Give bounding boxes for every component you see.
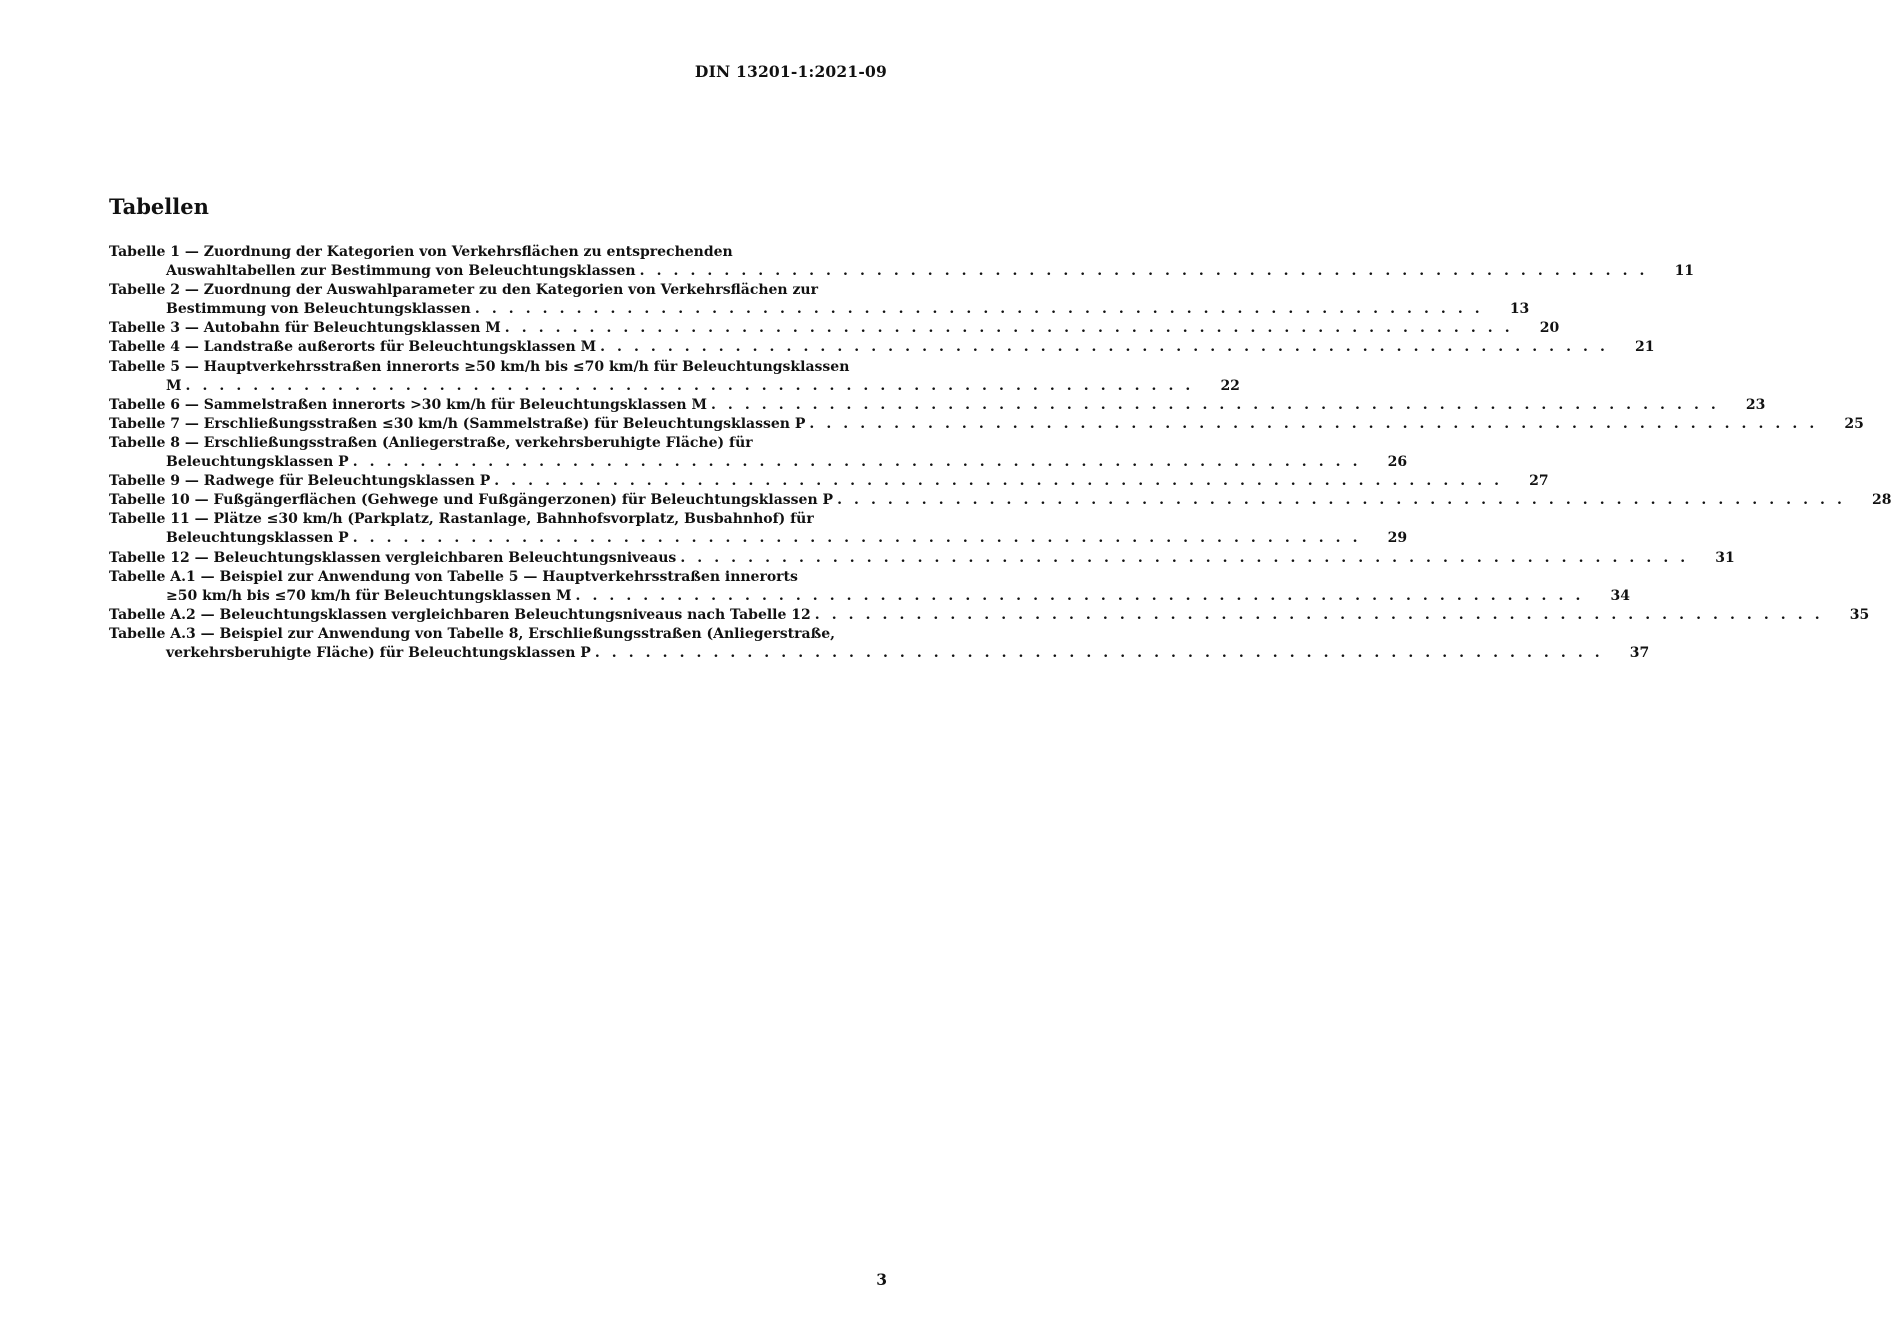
toc-entry-title: Beleuchtungsklassen P bbox=[166, 454, 349, 471]
toc-entry-title: ≥50 km/h bis ≤70 km/h für Beleuchtungsklassen M bbox=[166, 587, 572, 604]
dot-leader: . . . . . . . . . . . . . . . . . . . . . . . . . . . . . . . . . . . . . . . . . . . . . . . . . . . . . . . . . . . . bbox=[575, 587, 1584, 604]
toc-entry-title: Tabelle 3 — Autobahn für Beleuchtungsklassen M bbox=[109, 320, 501, 337]
toc-entry-title: Tabelle 7 — Erschließungsstraßen ≤30 km/h (Sammelstraße) für Beleuchtungsklassen P bbox=[109, 415, 806, 432]
toc-entry[interactable] bbox=[109, 319, 1560, 338]
dot-leader: . . . . . . . . . . . . . . . . . . . . . . . . . . . . . . . . . . . . . . . . . . . . . . . . . . . . . . . . . . . . bbox=[185, 377, 1194, 394]
toc-entry[interactable] bbox=[109, 338, 1655, 357]
dot-leader: . . . . . . . . . . . . . . . . . . . . . . . . . . . . . . . . . . . . . . . . . . . . . . . . . . . . . . . . . . . . bbox=[710, 396, 1720, 413]
toc-page-number: 31 bbox=[1715, 549, 1735, 566]
dot-leader: . . . . . . . . . . . . . . . . . . . . . . . . . . . . . . . . . . . . . . . . . . . . . . . . . . . . . . . . . . . . bbox=[352, 454, 1362, 471]
dot-leader: . . . . . . . . . . . . . . . . . . . . . . . . . . . . . . . . . . . . . . . . . . . . . . . . . . . . . . . . . . . . bbox=[504, 320, 1514, 337]
table-of-tables bbox=[109, 243, 1891, 663]
toc-entry[interactable] bbox=[109, 625, 1650, 663]
toc-page-number: 29 bbox=[1387, 530, 1408, 547]
toc-entry-title: Beleuchtungsklassen P bbox=[166, 530, 349, 547]
dot-leader: . . . . . . . . . . . . . . . . . . . . . . . . . . . . . . . . . . . . . . . . . . . . . . . . . . . . . . . . . . . . bbox=[837, 492, 1846, 509]
toc-entry-title: Auswahltabellen zur Bestimmung von Beleuchtungsklassen bbox=[166, 263, 636, 280]
toc-entry-title: Tabelle 4 — Landstraße außerorts für Beleuchtungsklassen M bbox=[109, 339, 597, 356]
toc-page-number: 23 bbox=[1745, 396, 1766, 413]
toc-entry-title: Tabelle 9 — Radwege für Beleuchtungsklassen P bbox=[109, 473, 491, 490]
dot-leader: . . . . . . . . . . . . . . . . . . . . . . . . . . . . . . . . . . . . . . . . . . . . . . . . . . . . . . . . . . . . bbox=[639, 263, 1649, 280]
toc-entry[interactable] bbox=[109, 549, 1735, 568]
toc-page-number: 26 bbox=[1387, 454, 1408, 471]
section-heading: Tabellen bbox=[109, 194, 209, 219]
toc-page-number: 20 bbox=[1539, 320, 1560, 337]
toc-entry-title: Tabelle 8 — Erschließungsstraßen (Anliegerstraße, verkehrsberuhigte Fläche) für bbox=[109, 434, 753, 451]
toc-page-number: 21 bbox=[1635, 339, 1655, 356]
toc-page-number: 37 bbox=[1629, 644, 1650, 661]
toc-entry-title: Tabelle 10 — Fußgängerflächen (Gehwege und Fußgängerzonen) für Beleuchtungsklassen P bbox=[109, 492, 834, 509]
toc-entry-title: verkehrsberuhigte Fläche) für Beleuchtungsklassen P bbox=[166, 644, 591, 661]
toc-page-number: 11 bbox=[1674, 263, 1695, 280]
dot-leader: . . . . . . . . . . . . . . . . . . . . . . . . . . . . . . . . . . . . . . . . . . . . . . . . . . . . . . . . . . . . bbox=[809, 415, 1818, 432]
dot-leader: . . . . . . . . . . . . . . . . . . . . . . . . . . . . . . . . . . . . . . . . . . . . . . . . . . . . . . . . . . . . bbox=[594, 644, 1604, 661]
dot-leader: . . . . . . . . . . . . . . . . . . . . . . . . . . . . . . . . . . . . . . . . . . . . . . . . . . . . . . . . . . . . bbox=[474, 301, 1484, 318]
toc-page-number: 28 bbox=[1872, 492, 1891, 509]
toc-entry[interactable] bbox=[109, 472, 1549, 491]
toc-entry-title: Tabelle A.1 — Beispiel zur Anwendung von Tabelle 5 — Hauptverkehrsstraßen innerorts bbox=[109, 568, 798, 585]
toc-page-number: 34 bbox=[1610, 587, 1630, 604]
toc-entry[interactable] bbox=[109, 606, 1870, 625]
toc-entry-title: Tabelle 1 — Zuordnung der Kategorien von Verkehrsflächen zu entsprechenden bbox=[109, 244, 733, 260]
toc-entry-title: Tabelle 11 — Plätze ≤30 km/h (Parkplatz, Rastanlage, Bahnhofsvorplatz, Busbahnhof) für bbox=[109, 511, 814, 528]
toc-entry[interactable] bbox=[109, 434, 1408, 472]
toc-page-number: 25 bbox=[1844, 415, 1864, 432]
dot-leader: . . . . . . . . . . . . . . . . . . . . . . . . . . . . . . . . . . . . . . . . . . . . . . . . . . . . . . . . . . . . bbox=[494, 473, 1503, 490]
toc-entry[interactable] bbox=[109, 415, 1864, 434]
toc-entry[interactable] bbox=[109, 568, 1630, 606]
toc-page-number: 22 bbox=[1220, 377, 1240, 394]
toc-entry-title: Tabelle 6 — Sammelstraßen innerorts >30 km/h für Beleuchtungsklassen M bbox=[109, 396, 707, 413]
toc-entry[interactable] bbox=[109, 396, 1766, 415]
dot-leader: . . . . . . . . . . . . . . . . . . . . . . . . . . . . . . . . . . . . . . . . . . . . . . . . . . . . . . . . . . . . bbox=[814, 606, 1824, 623]
toc-entry[interactable] bbox=[109, 281, 1530, 319]
toc-entry[interactable] bbox=[109, 358, 1240, 396]
toc-entry-title: Tabelle 12 — Beleuchtungsklassen vergleichbaren Beleuchtungsniveaus bbox=[109, 549, 677, 566]
toc-page-number: 13 bbox=[1509, 301, 1530, 318]
document-id: DIN 13201-1:2021-09 bbox=[694, 62, 887, 81]
dot-leader: . . . . . . . . . . . . . . . . . . . . . . . . . . . . . . . . . . . . . . . . . . . . . . . . . . . . . . . . . . . . bbox=[680, 549, 1689, 566]
toc-entry-title: M bbox=[166, 377, 182, 394]
toc-page-number: 27 bbox=[1529, 473, 1549, 490]
toc-entry-title: Bestimmung von Beleuchtungsklassen bbox=[166, 301, 471, 318]
dot-leader: . . . . . . . . . . . . . . . . . . . . . . . . . . . . . . . . . . . . . . . . . . . . . . . . . . . . . . . . . . . . bbox=[352, 530, 1362, 547]
toc-entry-title: Tabelle A.3 — Beispiel zur Anwendung von Tabelle 8, Erschließungsstraßen (Anliegerstraße, bbox=[109, 625, 836, 642]
toc-entry-title: Tabelle A.2 — Beleuchtungsklassen vergleichbaren Beleuchtungsniveaus nach Tabelle 12 bbox=[109, 606, 811, 623]
toc-entry[interactable] bbox=[109, 243, 1695, 281]
dot-leader: . . . . . . . . . . . . . . . . . . . . . . . . . . . . . . . . . . . . . . . . . . . . . . . . . . . . . . . . . . . . bbox=[600, 339, 1609, 356]
page-number: 3 bbox=[876, 1270, 887, 1289]
toc-entry-title: Tabelle 2 — Zuordnung der Auswahlparameter zu den Kategorien von Verkehrsflächen zur bbox=[109, 282, 818, 299]
toc-entry[interactable] bbox=[109, 510, 1408, 548]
toc-entry-title: Tabelle 5 — Hauptverkehrsstraßen innerorts ≥50 km/h bis ≤70 km/h für Beleuchtungsklassen bbox=[109, 358, 850, 375]
toc-page-number: 35 bbox=[1849, 606, 1870, 623]
toc-entry[interactable] bbox=[109, 491, 1891, 510]
